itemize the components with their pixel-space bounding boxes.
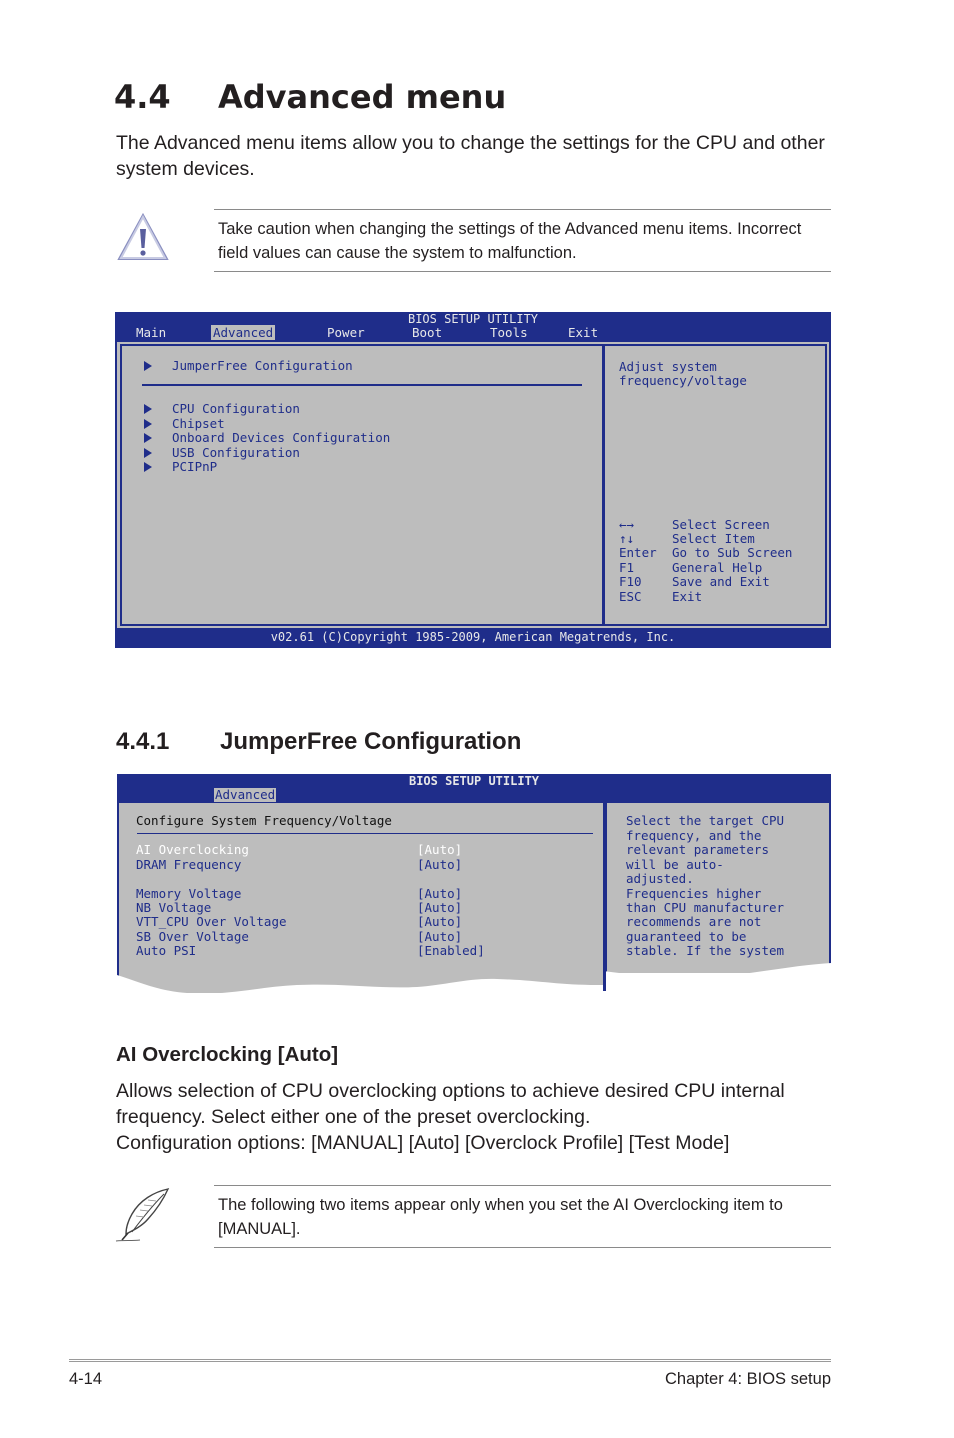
- key-row: ←→ Select Screen: [619, 517, 770, 532]
- setting-label-sb-voltage[interactable]: SB Over Voltage: [136, 929, 249, 944]
- bios-help-panel: [605, 803, 831, 973]
- menu-exit[interactable]: Exit: [568, 325, 599, 340]
- menu-main[interactable]: Main: [136, 325, 167, 340]
- submenu-arrow-icon: [144, 361, 152, 371]
- key-row: Enter Go to Sub Screen: [619, 545, 793, 560]
- help-line: stable. If the system: [626, 943, 785, 958]
- setting-label-ai-overclocking[interactable]: AI Overclocking: [136, 842, 249, 857]
- bios-menu-bar: [115, 325, 831, 340]
- bios-help-panel: [603, 344, 827, 626]
- submenu-arrow-icon: [144, 433, 152, 443]
- key-row: F1 General Help: [619, 560, 763, 575]
- caution-icon: [116, 212, 170, 262]
- chapter-label: Chapter 4: BIOS setup: [664, 1370, 831, 1388]
- subsection-title: JumperFree Configuration: [220, 728, 522, 755]
- page-number: 4-14: [69, 1370, 103, 1388]
- bios-menu-list: [120, 344, 604, 626]
- help-line: frequency/voltage: [619, 373, 747, 388]
- section-title: Advanced menu: [218, 78, 507, 116]
- manual-note: The following two items appear only when you set the AI Overclocking item to [MANUAL].: [214, 1185, 831, 1248]
- menu-item-pcipnp[interactable]: PCIPnP: [144, 460, 217, 475]
- setting-label-auto-psi[interactable]: Auto PSI: [136, 943, 197, 958]
- help-line: than CPU manufacturer: [626, 900, 785, 915]
- setting-label-memory-voltage[interactable]: Memory Voltage: [136, 886, 242, 901]
- key-row: ↑↓ Select Item: [619, 531, 755, 546]
- bios-copyright: v02.61 (C)Copyright 1985-2009, American Megatrends, Inc.: [270, 630, 676, 644]
- help-line: Select the target CPU: [626, 813, 785, 828]
- bios-header: [117, 774, 831, 803]
- setting-value-vtt-cpu[interactable]: [Auto]: [417, 914, 463, 929]
- key-row: F10 Save and Exit: [619, 574, 770, 589]
- setting-label-vtt-cpu[interactable]: VTT_CPU Over Voltage: [136, 914, 287, 929]
- settings-divider: [137, 833, 593, 834]
- section-number: 4.4: [114, 78, 171, 116]
- description-line: frequency. Select either one of the preset overclocking.: [116, 1106, 591, 1128]
- setting-value-memory-voltage[interactable]: [Auto]: [417, 886, 463, 901]
- submenu-arrow-icon: [144, 462, 152, 472]
- menu-item-cpu[interactable]: CPU Configuration: [144, 402, 300, 417]
- menu-advanced[interactable]: Advanced: [213, 325, 274, 340]
- bios-screen-advanced: [115, 312, 831, 648]
- menu-item-usb[interactable]: USB Configuration: [144, 446, 300, 461]
- menu-item-jumperfree[interactable]: JumperFree Configuration: [144, 359, 353, 374]
- menu-item-onboard[interactable]: Onboard Devices Configuration: [144, 431, 390, 446]
- menu-advanced[interactable]: Advanced: [215, 787, 276, 802]
- help-line: Adjust system: [619, 359, 717, 374]
- setting-value-auto-psi[interactable]: [Enabled]: [417, 943, 485, 958]
- menu-divider: [142, 384, 582, 386]
- section-heading: [114, 78, 506, 116]
- feather-icon: [114, 1186, 172, 1244]
- ai-overclocking-heading: AI Overclocking [Auto]: [116, 1043, 339, 1066]
- subsection-number: 4.4.1: [116, 728, 170, 755]
- bios-panel: [117, 342, 829, 628]
- help-line: frequency, and the: [626, 828, 762, 843]
- ai-overclocking-description: [116, 1078, 846, 1156]
- submenu-arrow-icon: [144, 448, 152, 458]
- settings-heading: Configure System Frequency/Voltage: [136, 813, 392, 828]
- bios-screen-jumperfree: [117, 774, 831, 1002]
- menu-tools[interactable]: Tools: [490, 325, 528, 340]
- caution-note: Take caution when changing the settings of the Advanced menu items. Incorrect field values can cause the system to malfunction.: [214, 209, 831, 272]
- menu-power[interactable]: Power: [327, 325, 365, 340]
- setting-label-nb-voltage[interactable]: NB Voltage: [136, 900, 212, 915]
- description-line: Configuration options: [MANUAL] [Auto] [Overclock Profile] [Test Mode]: [116, 1132, 730, 1154]
- submenu-arrow-icon: [144, 404, 152, 414]
- setting-value-nb-voltage[interactable]: [Auto]: [417, 900, 463, 915]
- menu-boot[interactable]: Boot: [412, 325, 443, 340]
- help-line: Frequencies higher: [626, 886, 762, 901]
- torn-edge: [117, 963, 831, 1003]
- setting-value-sb-voltage[interactable]: [Auto]: [417, 929, 463, 944]
- key-row: ESC Exit: [619, 589, 703, 604]
- left-right-arrows-icon: ←→: [619, 517, 635, 532]
- footer-rule: [69, 1359, 831, 1362]
- intro-paragraph: The Advanced menu items allow you to change the settings for the CPU and other system devices.: [116, 132, 825, 180]
- bios-title: BIOS SETUP UTILITY: [407, 312, 539, 326]
- help-line: adjusted.: [626, 871, 694, 886]
- setting-label-dram-frequency[interactable]: DRAM Frequency: [136, 857, 242, 872]
- submenu-arrow-icon: [144, 419, 152, 429]
- help-line: recommends are not: [626, 914, 762, 929]
- help-line: guaranteed to be: [626, 929, 747, 944]
- setting-value-dram-frequency[interactable]: [Auto]: [417, 857, 463, 872]
- bios-title: BIOS SETUP UTILITY: [408, 774, 540, 788]
- help-line: will be auto-: [626, 857, 724, 872]
- bios-panel: [117, 803, 831, 1002]
- menu-item-chipset[interactable]: Chipset: [144, 417, 225, 432]
- subsection-heading: [116, 728, 521, 756]
- up-down-arrows-icon: ↑↓: [619, 531, 635, 546]
- setting-value-ai-overclocking[interactable]: [Auto]: [417, 842, 463, 857]
- description-line: Allows selection of CPU overclocking options to achieve desired CPU internal: [116, 1080, 785, 1102]
- help-line: relevant parameters: [626, 842, 769, 857]
